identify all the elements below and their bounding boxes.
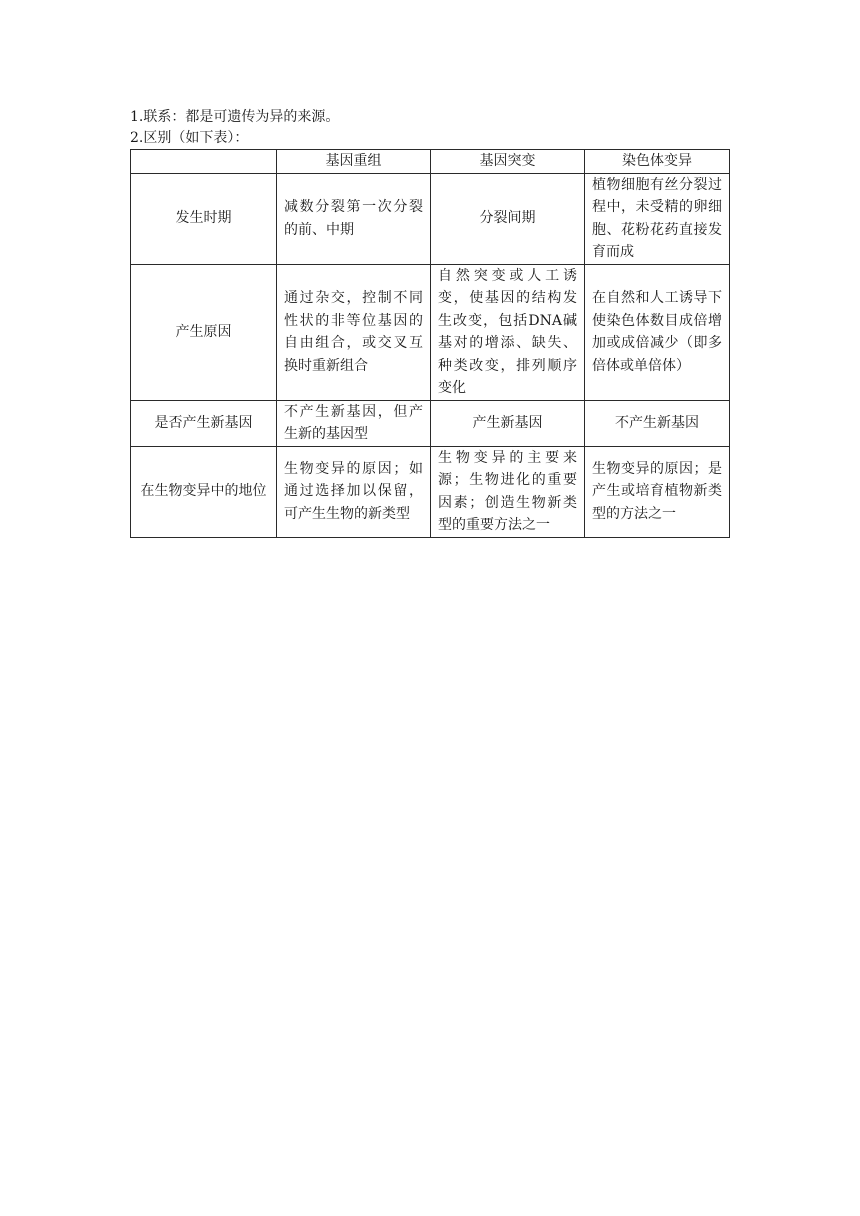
table-cell: 生物变异的主要来源；生物进化的重要因素；创造生物新类型的重要方法之一 <box>431 446 585 537</box>
table-cell: 不产生新基因 <box>585 400 730 446</box>
table-cell: 自然突变或人工诱变，使基因的结构发生改变，包括DNA碱基对的增添、缺失、种类改变，排列顺序变化 <box>431 264 585 400</box>
table-row <box>131 446 730 537</box>
row-label-status: 在生物变异中的地位 <box>131 446 277 537</box>
table-cell: 减数分裂第一次分裂的前、中期 <box>277 173 431 264</box>
header-cell-blank <box>131 150 277 174</box>
row-label-cause: 产生原因 <box>131 264 277 400</box>
table-row <box>131 173 730 264</box>
table-cell: 生物变异的原因；如通过选择加以保留，可产生生物的新类型 <box>277 446 431 537</box>
table-cell: 生物变异的原因；是产生或培育植物新类型的方法之一 <box>585 446 730 537</box>
table-cell: 分裂间期 <box>431 173 585 264</box>
row-label-new-gene: 是否产生新基因 <box>131 400 277 446</box>
header-cell-chromosome-variation: 染色体变异 <box>585 150 730 174</box>
table-cell: 通过杂交，控制不同性状的非等位基因的自由组合，或交叉互换时重新组合 <box>277 264 431 400</box>
comparison-table <box>130 149 730 538</box>
table-row <box>131 400 730 446</box>
table-row <box>131 264 730 400</box>
table-cell: 植物细胞有丝分裂过程中，未受精的卵细胞、花粉花药直接发育而成 <box>585 173 730 264</box>
relation-text: 1.联系：都是可遗传为异的来源。 <box>130 109 340 125</box>
table-cell: 不产生新基因，但产生新的基因型 <box>277 400 431 446</box>
table-cell: 产生新基因 <box>431 400 585 446</box>
header-cell-mutation: 基因突变 <box>431 150 585 174</box>
row-label-occurrence-period: 发生时期 <box>131 173 277 264</box>
table-header-row <box>131 150 730 174</box>
header-cell-recombination: 基因重组 <box>277 150 431 174</box>
table-cell: 在自然和人工诱导下使染色体数目成倍增加或成倍减少（即多倍体或单倍体） <box>585 264 730 400</box>
difference-heading: 2.区别（如下表）： <box>130 130 249 146</box>
